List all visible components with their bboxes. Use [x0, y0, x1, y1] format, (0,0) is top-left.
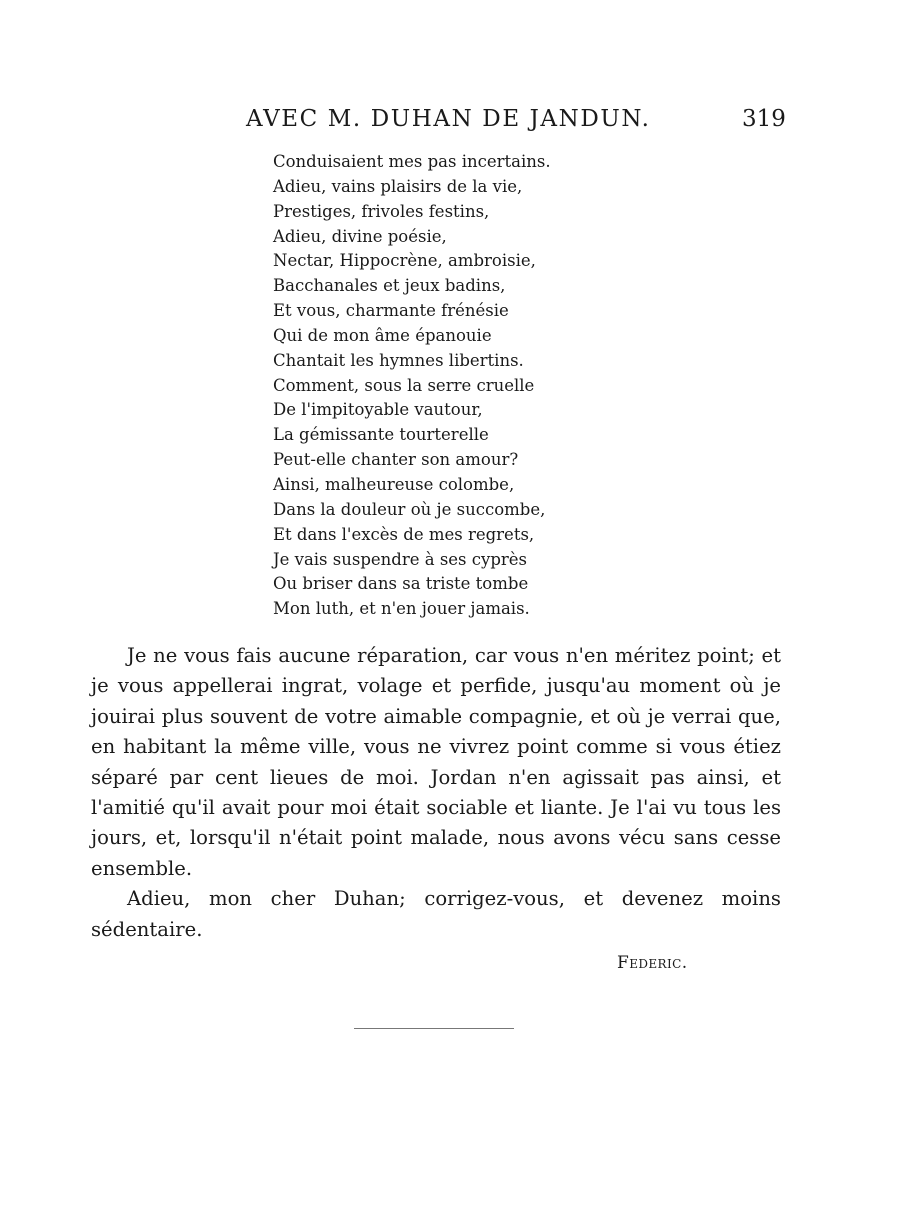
poem-line: Qui de mon âme épanouie — [273, 325, 492, 345]
poem-line: Conduisaient mes pas incertains. — [273, 152, 551, 171]
poem-line: Adieu, divine poésie, — [273, 226, 447, 246]
poem-line: Chantait les hymnes libertins. — [273, 350, 524, 370]
poem-line: Bacchanales et jeux badins, — [273, 276, 506, 296]
poem-line: Nectar, Hippocrène, ambroisie, — [273, 251, 536, 271]
running-title: AVEC M. DUHAN DE JANDUN. — [246, 106, 651, 132]
poem-line: Peut-elle chanter son amour? — [273, 450, 519, 470]
prose-body — [91, 641, 781, 945]
poem-line: Comment, sous la serre cruelle — [273, 375, 535, 395]
end-rule-divider — [354, 1028, 514, 1029]
poem-line: Je vais suspendre à ses cyprès — [273, 549, 528, 569]
signature: Federic. — [617, 953, 688, 973]
poem-line: Ou briser dans sa triste tombe — [273, 574, 529, 594]
page-number: 319 — [742, 106, 786, 132]
poem-line: De l'impitoyable vautour, — [273, 400, 483, 420]
poem-verse — [273, 150, 551, 622]
poem-line: Prestiges, frivoles festins, — [273, 201, 490, 221]
prose-paragraph: Je ne vous fais aucune réparation, car vous n'en méritez point; et je vous appellerai ingrat, volage et perfide, jusqu'au moment où je jouirai plus souvent de votre aimable compagnie, et où je verrai que, en habitant la même ville, vous ne vivrez point comme si vous étiez séparé par cent lieues de moi. Jordan n'en agissait pas ainsi, et l'amitié qu'il avait pour moi était sociable et liante. Je l'ai vu tous les jours, et, lorsqu'il n'était point malade, nous avons vécu sans cesse ensemble. — [91, 644, 781, 880]
poem-line: Et vous, charmante frénésie — [273, 301, 509, 321]
poem-line: La gémissante tourterelle — [273, 425, 489, 445]
poem-line: Ainsi, malheureuse colombe, — [273, 474, 515, 494]
poem-line: Et dans l'excès de mes regrets, — [273, 524, 535, 544]
prose-paragraph: Adieu, mon cher Duhan; corrigez-vous, et devenez moins sédentaire. — [91, 887, 781, 941]
poem-line: Mon luth, et n'en jouer jamais. — [273, 599, 530, 619]
poem-line: Dans la douleur où je succombe, — [273, 499, 546, 519]
poem-line: Adieu, vains plaisirs de la vie, — [273, 176, 523, 196]
